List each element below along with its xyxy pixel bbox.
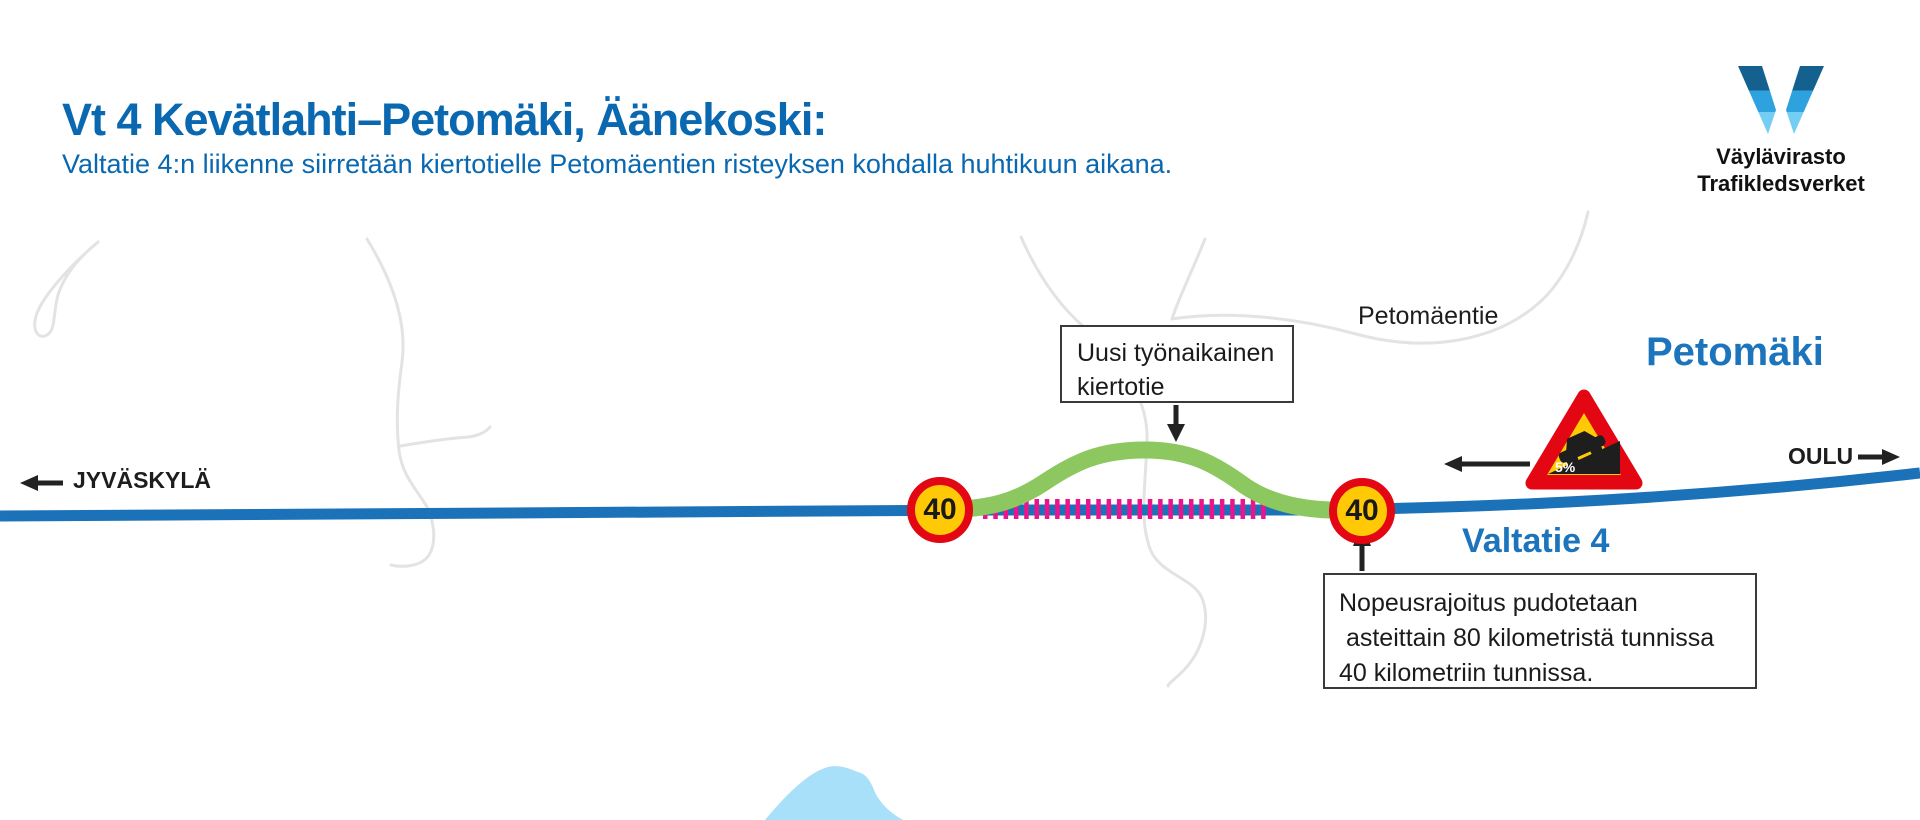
speed-limit-value: 40 — [923, 493, 957, 526]
minor-road-loop-northwest — [35, 242, 98, 336]
vaylavirasto-v-icon — [1736, 64, 1826, 136]
direction-label-oulu: OULU — [1788, 443, 1854, 469]
page-title: Vt 4 Kevätlahti–Petomäki, Äänekoski: — [62, 94, 827, 145]
detour-callout-arrow-icon — [1167, 405, 1185, 442]
minor-road-center-connector — [1172, 239, 1205, 319]
slope-grade-value: 5% — [1555, 459, 1576, 475]
detour-callout-box — [1060, 325, 1294, 403]
warning-sign-arrow-icon — [1444, 456, 1530, 472]
direction-label-jyvaskyla: JYVÄSKYLÄ — [73, 467, 212, 493]
west-direction-arrow-icon — [20, 475, 63, 491]
logo-name-sv: Trafikledsverket — [1697, 170, 1865, 196]
minor-road-west-branch — [400, 427, 490, 446]
speed-callout-line1: Nopeusrajoitus pudotetaan — [1339, 589, 1638, 617]
steep-grade-warning-sign — [1522, 386, 1646, 492]
detour-callout-line1: Uusi työnaikainen — [1077, 339, 1275, 367]
page-subtitle: Valtatie 4:n liikenne siirretään kiertotielle Petomäentien risteyksen kohdalla huhtikuun aikana. — [62, 149, 1173, 179]
speed-limit-value: 40 — [1345, 494, 1379, 527]
speed-limit-sign-east — [1329, 478, 1395, 544]
highway-label-valtatie4: Valtatie 4 — [1462, 522, 1610, 560]
lake-shape — [765, 766, 903, 820]
side-road-label: Petomäentie — [1358, 302, 1499, 330]
east-direction-arrow-icon — [1858, 449, 1900, 465]
logo-name-fi: Väylävirasto — [1716, 144, 1846, 169]
detour-callout-line2: kiertotie — [1077, 372, 1165, 401]
speed-callout-line2: asteittain 80 kilometristä tunnissa — [1339, 624, 1715, 652]
speed-limit-sign-west — [907, 477, 973, 543]
speed-callout-line3: 40 kilometriin tunnissa. — [1339, 659, 1594, 687]
vaylavirasto-logo — [1690, 64, 1872, 198]
speed-callout-box — [1323, 573, 1757, 689]
place-label-petomaki: Petomäki — [1646, 330, 1824, 374]
